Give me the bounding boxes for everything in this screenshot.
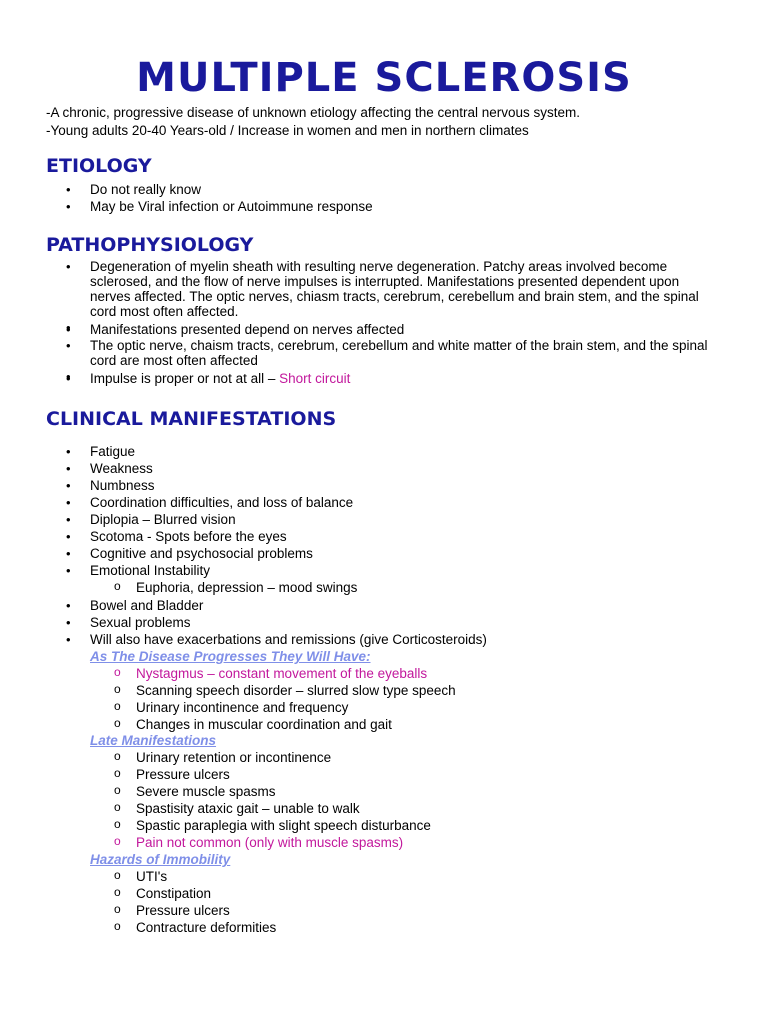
- sub-list-item: o Urinary incontinence and frequency: [0, 699, 768, 716]
- list-item: • Degeneration of myelin sheath with resulting nerve degeneration. Patchy areas involved become sclerosed, and the flow of nerve impulses is interrupted. Manifestations presented dependent upon nerves affected. The optic nerves, chiasm tracts, cerebrum, cerebellum and brain stem, and the spinal cord most often affected.: [0, 259, 768, 319]
- late-manifestations-list: [0, 749, 768, 851]
- pathophysiology-heading: PATHOPHYSIOLOGY: [46, 234, 254, 256]
- sub-list-item: o Spastic paraplegia with slight speech disturbance: [0, 817, 768, 834]
- page-title: MULTIPLE SCLEROSIS: [136, 55, 632, 101]
- progression-heading: As The Disease Progresses They Will Have:: [90, 649, 371, 664]
- sub-list-item: o Pressure ulcers: [0, 902, 768, 919]
- list-item: • May be Viral infection or Autoimmune response: [0, 198, 768, 215]
- list-item: • Scotoma - Spots before the eyes: [0, 528, 768, 545]
- list-item: • Diplopia – Blurred vision: [0, 511, 768, 528]
- hazards-heading: Hazards of Immobility: [90, 852, 231, 867]
- pathophysiology-list: [0, 259, 768, 387]
- list-item: • Weakness: [0, 460, 768, 477]
- short-circuit-highlight: Short circuit: [279, 371, 351, 386]
- list-item: • Will also have exacerbations and remissions (give Corticosteroids): [0, 631, 768, 648]
- list-item: • Emotional Instability: [0, 562, 768, 579]
- list-item: • Sexual problems: [0, 614, 768, 631]
- sub-list-item: o Contracture deformities: [0, 919, 768, 936]
- hazards-list: [0, 868, 768, 936]
- list-item: • Cognitive and psychosocial problems: [0, 545, 768, 562]
- clinical-list-continued: [0, 597, 768, 648]
- intro-block: [46, 104, 580, 140]
- sub-list-item: o Scanning speech disorder – slurred slow type speech: [0, 682, 768, 699]
- late-manifestations-section: [0, 732, 768, 851]
- progression-section: [0, 648, 768, 733]
- list-item: • Numbness: [0, 477, 768, 494]
- progression-list: [0, 665, 768, 733]
- sub-list-item: o Urinary retention or incontinence: [0, 749, 768, 766]
- list-item: • Do not really know: [0, 181, 768, 198]
- list-item: • Fatigue: [0, 443, 768, 460]
- emotional-sublist: [0, 579, 768, 596]
- sub-list-item: o Nystagmus – constant movement of the eyeballs: [0, 665, 768, 682]
- clinical-heading: CLINICAL MANIFESTATIONS: [46, 408, 337, 430]
- list-item: • Manifestations presented depend on nerves affected: [0, 321, 768, 338]
- list-item: • Bowel and Bladder: [0, 597, 768, 614]
- sub-list-item: o Severe muscle spasms: [0, 783, 768, 800]
- list-item: • The optic nerve, chaism tracts, cerebrum, cerebellum and white matter of the brain stem, and the spinal cord are most often affected: [0, 338, 768, 368]
- clinical-list: [0, 443, 768, 579]
- intro-line: -A chronic, progressive disease of unknown etiology affecting the central nervous system.: [46, 105, 581, 120]
- sub-list-item: o Changes in muscular coordination and gait: [0, 716, 768, 733]
- etiology-heading: ETIOLOGY: [46, 155, 152, 177]
- etiology-list: [0, 181, 768, 215]
- late-manifestations-heading: Late Manifestations: [90, 733, 217, 748]
- sub-list-item: o Pain not common (only with muscle spasms): [0, 834, 768, 851]
- list-item: [0, 370, 768, 387]
- sub-list-item: o Spastisity ataxic gait – unable to walk: [0, 800, 768, 817]
- sub-list-item: o Constipation: [0, 885, 768, 902]
- hazards-section: [0, 851, 768, 936]
- sub-list-item: o Pressure ulcers: [0, 766, 768, 783]
- sub-list-item: o Euphoria, depression – mood swings: [0, 579, 768, 596]
- sub-list-item: o UTI's: [0, 868, 768, 885]
- intro-line: -Young adults 20-40 Years-old / Increase in women and men in northern climates: [46, 123, 529, 138]
- list-item: • Coordination difficulties, and loss of balance: [0, 494, 768, 511]
- impulse-text: Impulse is proper or not at all –: [90, 371, 280, 386]
